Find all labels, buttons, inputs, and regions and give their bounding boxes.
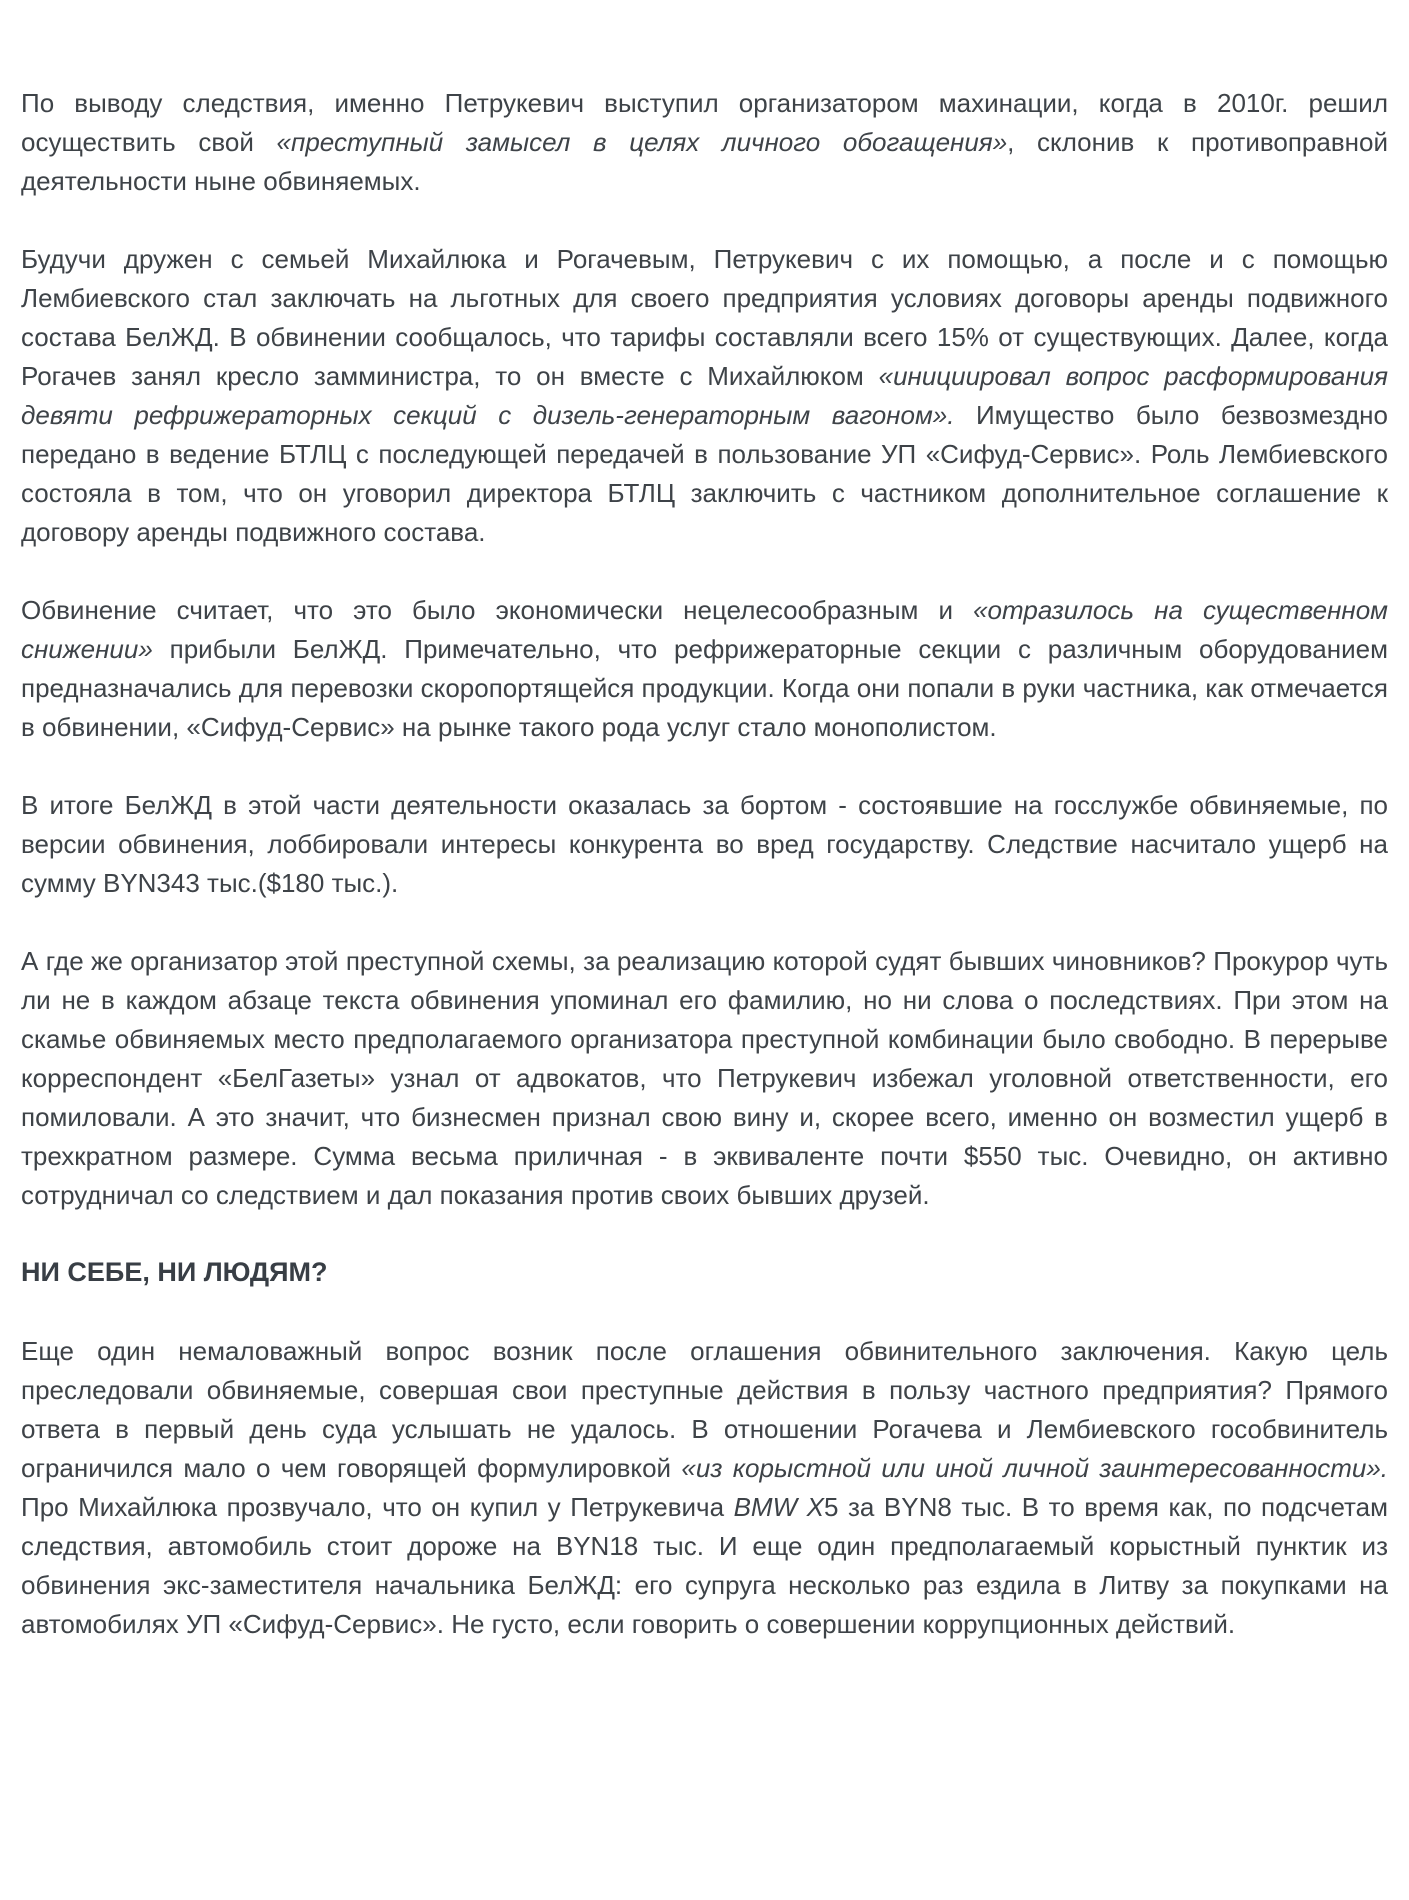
body-text: В итоге БелЖД в этой части деятельности оказалась за бортом - состоявшие на госслужбе обвиняемые, по версии обвинения, лоббировали интересы конкурента во вред государству. Следствие насчитало ущерб на сумму BYN343 тыс.($180 тыс.). <box>21 790 1388 898</box>
paragraph <box>21 786 1388 903</box>
quoted-italic-text: «из корыстной или иной личной заинтересованности». <box>681 1453 1388 1483</box>
paragraph <box>21 591 1388 747</box>
body-text: Будучи дружен с семьей Михайлюка и Рогачевым, Петрукевич с их помощью, а после и с помощью Лембиевского стал заключать на льготных для своего предприятия условиях договоры аренды подвижного состава БелЖД. В обвинении сообщалось, что тарифы составляли всего 15% от существующих. Далее, когда Рогачев занял кресло замминистра, то он вместе с Михайлюком <box>21 244 1388 391</box>
quoted-italic-text: «преступный замысел в целях личного обогащения» <box>276 127 1008 157</box>
quoted-italic-text: BMW X <box>733 1492 824 1522</box>
body-text: Имущество было безвозмездно передано в ведение БТЛЦ с последующей передачей в пользование УП «Сифуд-Сервис». Роль Лембиевского состояла в том, что он уговорил директора БТЛЦ заключить с частником дополнительное соглашение к договору аренды подвижного состава. <box>21 400 1388 547</box>
body-text: А где же организатор этой преступной схемы, за реализацию которой судят бывших чиновников? Прокурор чуть ли не в каждом абзаце текста обвинения упоминал его фамилию, но ни слова о последствиях. При этом на скамье обвиняемых место предполагаемого организатора преступной комбинации было свободно. В перерыве корреспондент «БелГазеты» узнал от адвокатов, что Петрукевич избежал уголовной ответственности, его помиловали. А это значит, что бизнесмен признал свою вину и, скорее всего, именно он возместил ущерб в трехкратном размере. Сумма весьма приличная - в эквиваленте почти $550 тыс. Очевидно, он активно сотрудничал со следствием и дал показания против своих бывших друзей. <box>21 946 1388 1210</box>
paragraph <box>21 1332 1388 1644</box>
body-text: 5 за BYN8 тыс. В то время как, по подсчетам следствия, автомобиль стоит дороже на BYN18 тыс. И еще один предполагаемый корыстный пунктик из обвинения экс-заместителя начальника БелЖД: его супруга несколько раз ездила в Литву за покупками на автомобилях УП «Сифуд-Сервис». Не густо, если говорить о совершении коррупционных действий. <box>21 1492 1388 1639</box>
paragraph <box>21 84 1388 201</box>
body-text: прибыли БелЖД. Примечательно, что рефрижераторные секции с различным оборудованием предназначались для перевозки скоропортящейся продукции. Когда они попали в руки частника, как отмечается в обвинении, «Сифуд-Сервис» на рынке такого рода услуг стало монополистом. <box>21 634 1388 742</box>
body-text: Еще один немаловажный вопрос возник после оглашения обвинительного заключения. Какую цель преследовали обвиняемые, совершая свои преступные действия в пользу частного предприятия? Прямого ответа в первый день суда услышать не удалось. В отношении Рогачева и Лембиевского гособвинитель ограничился мало о чем говорящей формулировкой <box>21 1336 1388 1483</box>
paragraph <box>21 942 1388 1215</box>
body-text: По выводу следствия, именно Петрукевич выступил организатором махинации, когда в 2010г. решил осуществить свой <box>21 88 1388 157</box>
body-text: Обвинение считает, что это было экономически нецелесообразным и <box>21 595 974 625</box>
body-text: , склонив к противоправной деятельности ныне обвиняемых. <box>21 127 1389 196</box>
quoted-italic-text: «отразилось на существенном снижении» <box>21 595 1388 664</box>
section-heading: НИ СЕБЕ, НИ ЛЮДЯМ? <box>21 1257 328 1287</box>
body-text: Про Михайлюка прозвучало, что он купил у Петрукевича <box>21 1492 734 1522</box>
paragraph <box>21 240 1388 552</box>
quoted-italic-text: «инициировал вопрос расформирования девяти рефрижераторных секций с дизель-генераторным вагоном». <box>21 361 1388 430</box>
